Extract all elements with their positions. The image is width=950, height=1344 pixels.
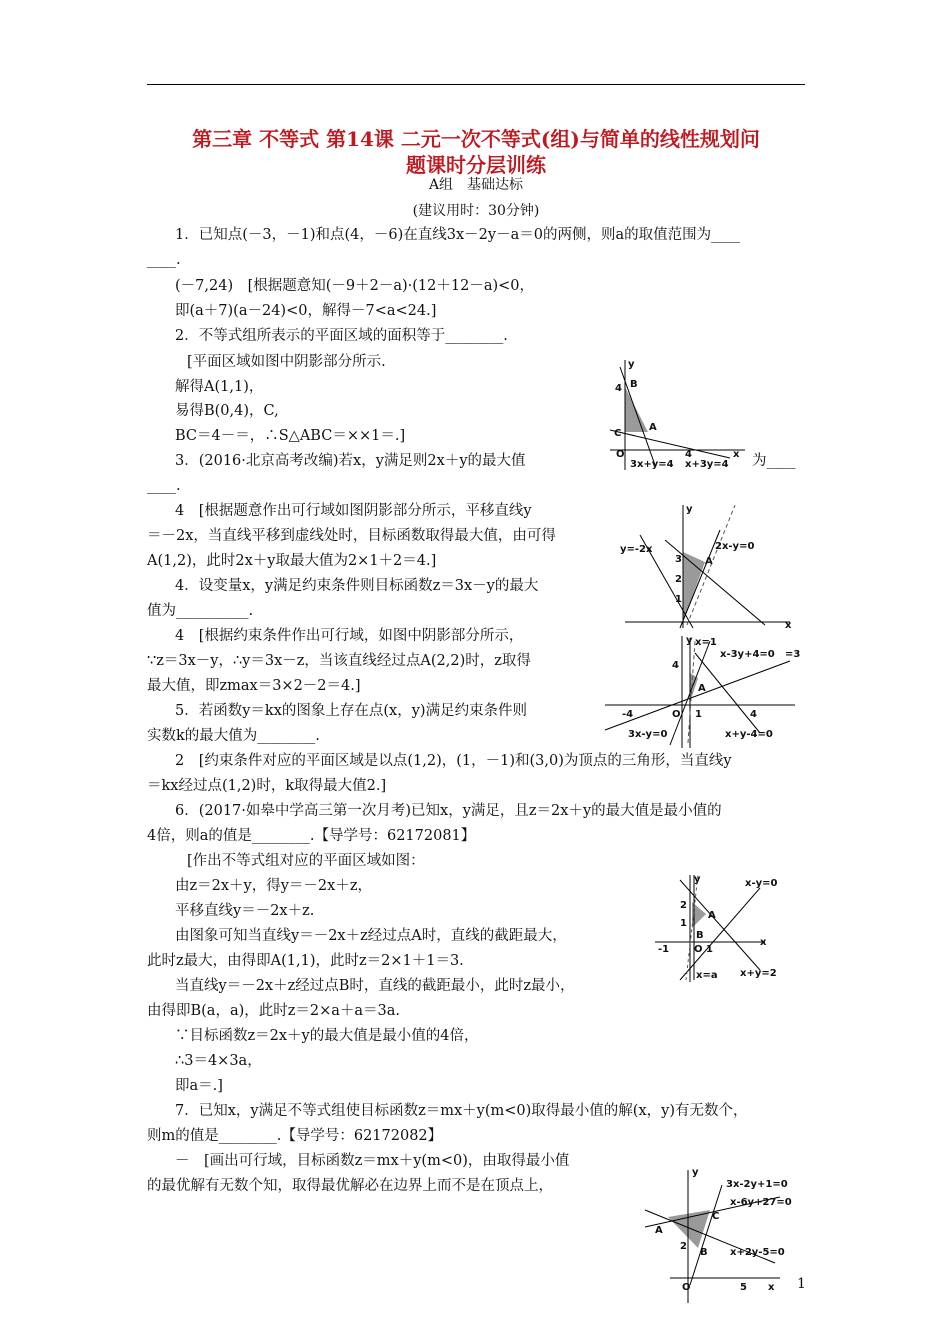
text-line: 5．若函数y＝kx的图象上存在点(x，y)满足约束条件则 [175,703,528,719]
shaded-region [625,387,648,432]
fig-label: x-6y+27=0 [730,1197,792,1208]
fig-label: x [768,1282,775,1293]
fig-label: 4 [750,709,757,720]
fig-label: 4 [685,449,692,460]
text-line: [平面区域如图中阴影部分所示. [187,354,386,370]
fig-label: A [655,1225,663,1236]
fig-label: 3x+y=4 [630,459,674,470]
fig-label: x+3y=4 [685,459,729,470]
text-line: 7．已知x，y满足不等式组使目标函数z＝mx＋y(m<0)取得最小值的解(x，y)有无数个， [175,1103,748,1119]
text-line: 3．(2016·北京高考改编)若x，y满足则2x＋y的最大值 [175,453,526,469]
text-line: ∵z＝3x－y，∴y＝3x－z，当该直线经过点A(2,2)时，z取得 [147,653,531,669]
fig-label: x [733,449,740,460]
text-line: － [画出可行域，目标函数z＝mx＋y(m<0)，由取得最小值 [175,1153,570,1169]
fig-label: y [692,1167,699,1178]
text-line: 2 [约束条件对应的平面区域是以点(1,2)，(1，－1)和(3,0)为顶点的三角形，当直线y [175,753,732,769]
text-line: 4 [根据约束条件作出可行域，如图中阴影部分所示， [175,628,524,644]
fig-label: x+2y-5=0 [730,1247,785,1258]
fig-label: A [708,910,716,921]
line-x-y-0 [680,888,760,980]
fig-label: x [785,620,792,630]
text-line: 由得即B(a，a)，此时z＝2×a＋a＝3a. [147,1003,401,1019]
fig-label: -1 [658,944,670,955]
fig-label: y [686,504,693,515]
fig-label: 3 [675,554,682,565]
fig-label: O [672,709,681,720]
figure-region-5 [640,1165,800,1305]
text-line: ＝kx经过点(1,2)时，k取得最大值2.] [147,778,387,794]
fig-label: 1 [675,594,682,605]
text-line: 由图象可知当直线y＝－2x＋z经过点A时，直线的截距最大， [175,928,567,944]
figure-region-3 [600,633,800,753]
figure-region-4 [650,870,790,985]
fig-label: x+y-4=0 [725,729,773,740]
fig-label: 3x-2y+1=0 [726,1179,788,1190]
text-line: 为____ [752,453,796,469]
text-line: 1．已知点(－3，－1)和点(4，－6)在直线3x－2y－a＝0的两侧，则a的取值范围为____ [175,227,741,243]
fig-label: x [760,937,767,948]
fig-label: y [694,874,701,885]
text-line: ____. [147,478,181,494]
text-line: 4倍，则a的值是________.【导学号：62172081】 [147,828,476,844]
fig-label: 1 [680,918,687,929]
text-line: ∵目标函数z＝2x＋y的最大值是最小值的4倍， [175,1028,479,1044]
text-line: [作出不等式组对应的平面区域如图： [187,853,425,869]
fig-label: 2 [675,574,682,585]
fig-label: B [696,930,704,941]
fig-label: x+y=2 [740,968,777,979]
fig-label: O [682,1282,691,1293]
text-line: 值为__________. [147,603,254,619]
text-line: 实数k的最大值为________. [147,728,320,744]
fig-label: A [698,683,706,694]
fig-label: C [712,1211,720,1222]
group-label: A组 基础达标 [428,177,524,193]
header-rule [147,84,805,85]
fig-label: B [700,1247,708,1258]
fig-label: A [649,422,657,433]
text-line: 2．不等式组所表示的平面区域的面积等于________. [175,328,508,344]
text-line: 则m的值是________.【导学号：62172082】 [147,1128,443,1144]
text-line: 由z＝2x＋y，得y＝－2x＋z， [175,878,372,894]
fig-label: x-3y+4=0 [720,649,775,660]
fig-label: A [705,556,713,567]
text-line: 6．(2017·如皋中学高三第一次月考)已知x，y满足，且z＝2x＋y的最大值是最小值的 [175,803,722,819]
text-line: ____. [147,252,181,268]
text-line: 4．设变量x，y满足约束条件则目标函数z＝3x－y的最大 [175,578,539,594]
fig-label: 2 [680,900,687,911]
fig-label: x-y=0 [745,878,778,889]
text-line: 的最优解有无数个知，取得最优解必在边界上而不是在顶点上， [147,1178,553,1194]
fig-label: C [614,428,622,439]
text-line: 易得B(0,4)，C, [175,403,279,419]
text-line: 4 [根据题意作出可行域如图阴影部分所示，平移直线y [175,503,532,519]
fig-label: 1 [706,944,713,955]
fig-label: y [628,359,635,370]
line-x-3y-4 [610,430,730,458]
text-line: BC＝4－＝，∴S△ABC＝××1＝.] [175,428,406,444]
fig-label: y [686,635,693,646]
fig-label: 1 [695,709,702,720]
text-line: ＝－2x，当直线平移到虚线处时，目标函数取得最大值，由可得 [147,528,556,544]
text-line: 平移直线y＝－2x＋z. [175,903,315,919]
text-line: A(1,2)，此时2x＋y取最大值为2×1＋2＝4.] [147,553,437,569]
figure-region-2 [615,500,795,630]
fig-label: x=a [696,970,718,981]
page-title: 第三章 不等式 第14课 二元一次不等式(组)与简单的线性规划问 [192,127,760,151]
fig-label: 4 [672,660,679,671]
dashed-line [688,641,695,743]
figure-region-1 [605,355,750,475]
text-line: 解得A(1,1)， [175,379,264,395]
fig-label: B [630,379,638,390]
fig-label: 4 [615,383,622,394]
text-line: 当直线y＝－2x＋z经过点B时，直线的截距最小，此时z最小， [175,978,575,994]
fig-label: =3 [785,649,800,660]
text-line: 此时z最大，由得即A(1,1)，此时z＝2×1＋1＝3. [147,953,464,969]
text-line: (－7,24) [根据题意知(－9＋2－a)·(12＋12－a)<0， [175,278,535,294]
text-line: 最大值，即zmax＝3×2－2＝4.] [147,678,361,694]
text-line: 即a＝.] [175,1078,223,1094]
fig-label: 2x-y=0 [715,541,755,552]
fig-label: y=-2x [620,544,653,555]
fig-label: 3x-y=0 [628,729,668,740]
fig-label: 2 [680,1241,687,1252]
page-number: 1 [797,1276,806,1292]
time-label: (建议用时：30分钟) [412,203,540,219]
fig-label: 5 [740,1282,747,1293]
fig-label: -4 [622,709,634,720]
text-line: 即(a＋7)(a－24)<0，解得－7<a<24.] [175,303,437,319]
text-line: ∴3＝4×3a， [175,1053,262,1069]
fig-label: x=1 [695,637,717,648]
fig-label: O [694,944,703,955]
fig-label: O [616,449,625,460]
page-title-cont: 题课时分层训练 [406,153,546,177]
